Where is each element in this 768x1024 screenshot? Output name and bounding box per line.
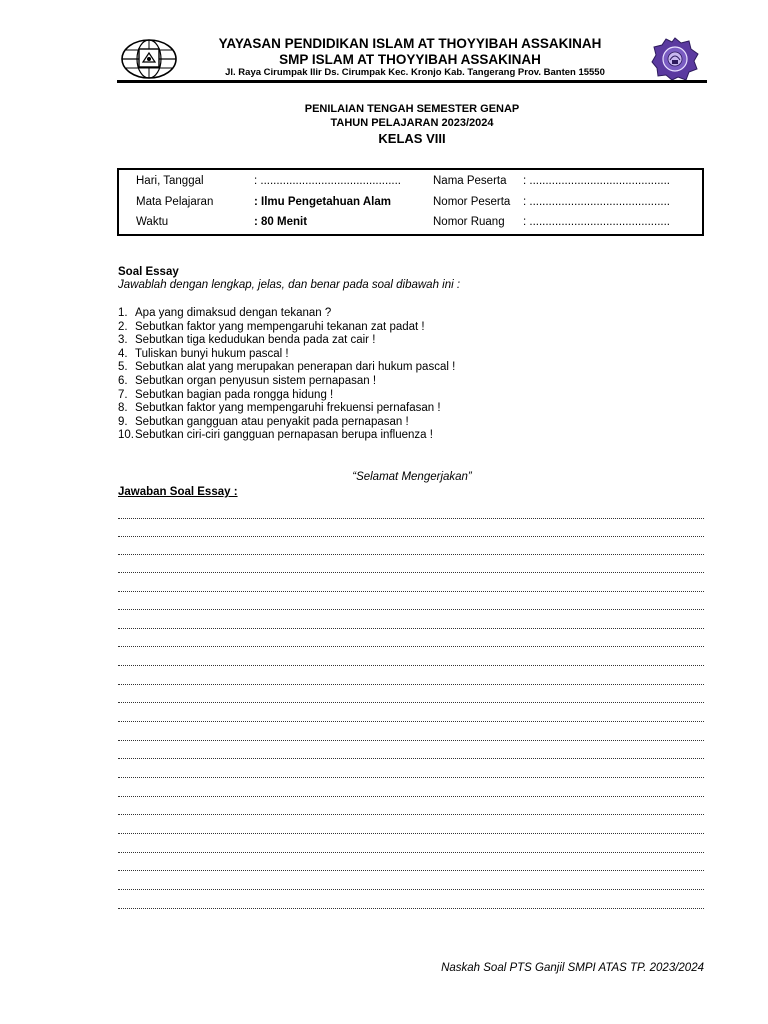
answer-line[interactable] [118, 852, 704, 853]
question-item: 1. Apa yang dimaksud dengan tekanan ? [118, 307, 332, 319]
answer-line[interactable] [118, 889, 704, 890]
answer-line[interactable] [118, 833, 704, 834]
question-item: 5. Sebutkan alat yang merupakan penerapan dari hukum pascal ! [118, 361, 456, 374]
question-item: 10.Sebutkan ciri-ciri gangguan pernapasan berupa influenza ! [118, 429, 433, 442]
school-crest-icon [651, 37, 699, 81]
question-item: 7. Sebutkan bagian pada rongga hidung ! [118, 388, 334, 401]
question-item: 9. Sebutkan gangguan atau penyakit pada pernapasan ! [118, 415, 409, 428]
answer-line[interactable] [118, 777, 704, 778]
section-title: Soal Essay [118, 266, 179, 278]
answer-line[interactable] [118, 908, 704, 909]
school-name: SMP ISLAM AT THOYYIBAH ASSAKINAH [279, 52, 541, 67]
answer-line[interactable] [118, 591, 704, 592]
foundation-name: YAYASAN PENDIDIKAN ISLAM AT THOYYIBAH ASSAKINAH [218, 36, 602, 51]
exam-class: KELAS VIII [378, 131, 446, 146]
answer-line[interactable] [118, 721, 704, 722]
answer-line[interactable] [118, 554, 704, 555]
answer-line[interactable] [118, 702, 704, 703]
day-field[interactable]: : ............................................ [254, 175, 401, 187]
time-value: : 80 Menit [254, 216, 308, 228]
header-divider [117, 80, 707, 83]
answer-line[interactable] [118, 536, 704, 537]
answer-line[interactable] [118, 758, 704, 759]
school-address: Jl. Raya Cirumpak Ilir Ds. Cirumpak Kec. Kronjo Kab. Tangerang Prov. Banten 15550 [225, 67, 605, 78]
question-item: 3. Sebutkan tiga kedudukan benda pada zat cair ! [118, 334, 376, 347]
answer-line[interactable] [118, 609, 704, 610]
question-list [118, 307, 455, 443]
answer-line[interactable] [118, 518, 704, 519]
participant-number-field[interactable]: : ............................................ [523, 196, 670, 208]
time-label: Waktu [136, 216, 169, 228]
subject-value: : Ilmu Pengetahuan Alam [254, 196, 391, 208]
answer-line[interactable] [118, 646, 704, 647]
day-label: Hari, Tanggal [136, 175, 204, 187]
answer-line[interactable] [118, 870, 704, 871]
answer-line[interactable] [118, 814, 704, 815]
participant-number-label: Nomor Peserta [433, 196, 511, 208]
closing-greeting: “Selamat Mengerjakan” [352, 471, 472, 483]
room-field[interactable]: : ............................................ [523, 216, 670, 228]
answer-line[interactable] [118, 572, 704, 573]
answer-section-title: Jawaban Soal Essay : [118, 486, 238, 498]
name-label: Nama Peserta [433, 175, 507, 187]
exam-year: TAHUN PELAJARAN 2023/2024 [330, 117, 494, 129]
question-item: 4. Tuliskan bunyi hukum pascal ! [118, 347, 289, 360]
name-field[interactable]: : ............................................ [523, 175, 670, 187]
answer-line[interactable] [118, 628, 704, 629]
answer-line[interactable] [118, 684, 704, 685]
section-instruction: Jawablah dengan lengkap, jelas, dan benar pada soal dibawah ini : [118, 279, 461, 291]
question-item: 8. Sebutkan faktor yang mempengaruhi frekuensi pernafasan ! [118, 402, 441, 415]
room-label: Nomor Ruang [433, 216, 505, 228]
globe-emblem-icon [119, 38, 179, 80]
answer-line[interactable] [118, 740, 704, 741]
answer-line[interactable] [118, 796, 704, 797]
exam-title: PENILAIAN TENGAH SEMESTER GENAP [304, 103, 520, 115]
answer-line[interactable] [118, 665, 704, 666]
subject-label: Mata Pelajaran [136, 196, 214, 208]
question-item: 6. Sebutkan organ penyusun sistem pernapasan ! [118, 374, 377, 387]
question-item: 2. Sebutkan faktor yang mempengaruhi tekanan zat padat ! [118, 320, 425, 333]
page-footer: Naskah Soal PTS Ganjil SMPI ATAS TP. 2023/2024 [441, 962, 704, 974]
